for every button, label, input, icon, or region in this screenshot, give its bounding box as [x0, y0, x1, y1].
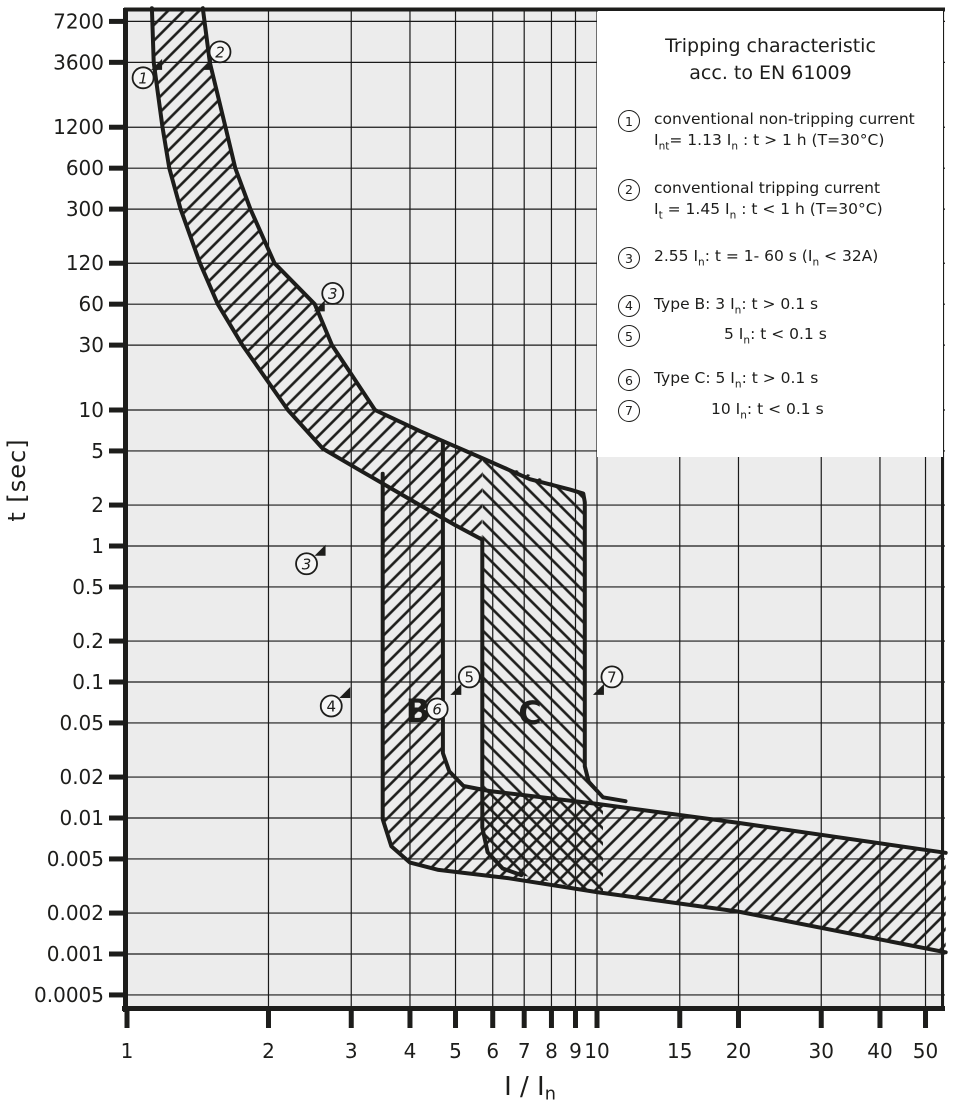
y-tick-label: 0.2 [72, 629, 104, 654]
annotation-number: 7 [607, 668, 617, 687]
annotation-number: 4 [326, 697, 337, 716]
y-tick-label: 0.01 [59, 806, 104, 830]
x-tick-label: 15 [667, 1039, 693, 1063]
x-tick-label: 10 [584, 1039, 610, 1063]
legend-item-5 [618, 324, 939, 352]
y-tick-label: 0.05 [59, 710, 104, 735]
y-tick-label: 10 [78, 398, 104, 422]
x-tick-label: 6 [486, 1039, 500, 1063]
circled-5-icon: 5 [618, 325, 640, 347]
annotation-number: 3 [327, 284, 338, 303]
legend-item-3 [618, 246, 939, 274]
y-tick-label: 60 [78, 292, 104, 317]
y-tick-label: 5 [91, 438, 104, 463]
circled-2-icon: 2 [618, 179, 640, 201]
legend-title-line1: Tripping characteristic [665, 35, 876, 57]
legend-item-6 [618, 368, 939, 396]
y-tick-label: 300 [65, 197, 104, 222]
band-letter-C: C [518, 694, 542, 733]
annotation-number: 3 [301, 555, 312, 574]
y-tick-label: 0.02 [59, 765, 104, 790]
legend-title [598, 33, 943, 87]
x-tick-label: 40 [867, 1039, 893, 1063]
x-axis-title: I / $I_n$ [504, 1072, 556, 1105]
y-tick-label: 0.002 [46, 901, 104, 926]
x-tick-label: 30 [808, 1039, 834, 1063]
x-tick-label: 9 [569, 1039, 582, 1063]
x-tick-label: 20 [725, 1039, 752, 1063]
x-tick-label: 3 [344, 1039, 358, 1063]
y-axis-title: t [sec] [3, 438, 31, 522]
x-tick-label: 4 [403, 1039, 417, 1063]
legend-item-6-line1: Type C: 5 $I_n$: t > 0.1 s [654, 369, 819, 391]
x-tick-label: 7 [517, 1039, 531, 1063]
legend-title-line2: acc. to EN 61009 [689, 62, 852, 84]
y-tick-label: 0.5 [72, 574, 104, 599]
y-tick-label: 2 [91, 493, 104, 518]
annotation-number: 1 [138, 69, 148, 88]
annotation-number: 5 [464, 668, 475, 687]
legend-item-5-line1: 5 $I_n$: t < 0.1 s [724, 325, 827, 348]
legend-item-7 [618, 399, 939, 427]
circled-4-icon: 4 [618, 295, 640, 317]
circled-7-icon: 7 [618, 400, 640, 422]
circled-6-icon: 6 [618, 369, 640, 391]
y-tick-label: 120 [65, 251, 104, 276]
y-tick-label: 0.005 [46, 846, 104, 871]
x-tick-label: 50 [912, 1039, 939, 1063]
legend-item-4-line1: Type B: 3 $I_n$: t > 0.1 s [654, 294, 819, 317]
annotation-number: 2 [215, 43, 225, 62]
x-tick-label: 5 [449, 1039, 462, 1063]
circled-3-icon: 3 [618, 247, 640, 269]
y-tick-label: 600 [65, 156, 104, 181]
x-tick-label: 1 [120, 1039, 134, 1063]
y-tick-label: 1200 [53, 115, 104, 140]
legend-item-2 [618, 178, 939, 227]
legend-item-1 [618, 109, 939, 158]
circled-1-icon: 1 [618, 110, 640, 132]
y-tick-label: 1 [91, 534, 104, 558]
y-tick-label: 30 [78, 333, 104, 358]
legend-item-2-line1: conventional tripping current [654, 178, 881, 197]
x-tick-label: 8 [545, 1039, 558, 1063]
x-tick-label: 2 [262, 1039, 275, 1063]
legend-item-4 [618, 294, 939, 322]
legend-item-7-line1: 10 $I_n$: t < 0.1 s [711, 399, 824, 422]
y-tick-label: 0.1 [72, 670, 104, 694]
y-tick-label: 0.0005 [34, 982, 104, 1007]
legend-item-1-line2: $I_{nt}= 1.13$ $I_n$ : t > 1 h (T=30°C) [654, 131, 885, 153]
y-tick-label: 7200 [53, 9, 104, 34]
legend-item-2-line2: $I_t = 1.45$ $I_n$ : t < 1 h (T=30°C) [654, 199, 883, 222]
legend-box [598, 11, 943, 457]
y-tick-label: 0.001 [46, 942, 104, 966]
legend-item-3-line1: 2.55 $I_n$: t = 1- 60 s $(I_n < 32A)$ [654, 247, 879, 269]
annotation-number: 6 [432, 700, 442, 719]
y-tick-label: 3600 [53, 50, 104, 75]
legend-item-1-line1: conventional non-tripping current [654, 110, 915, 128]
band-letter-B: B [405, 692, 431, 731]
